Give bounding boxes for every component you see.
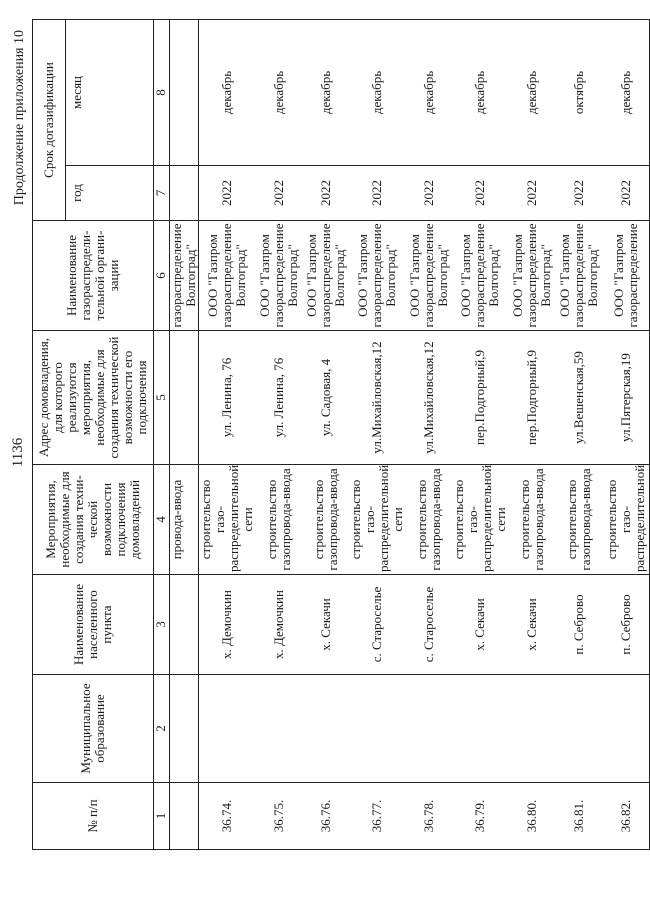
row-org: ООО "Газпром газораспределение Волгоград"	[555, 221, 602, 331]
row-number: 36.75.	[255, 783, 302, 850]
row-org: ООО "Газпром газораспределение Волгоград"	[508, 221, 555, 331]
row-number: 36.77.	[349, 783, 405, 850]
row-month: декабрь	[255, 20, 302, 166]
row-municipality	[602, 675, 649, 783]
table-row	[255, 20, 302, 850]
header-org: Наименование газораспределительной организации	[33, 221, 154, 331]
row-org: ООО "Газпром газораспределение Волгоград"	[199, 221, 256, 331]
row-address: ул.Михайловская,12	[405, 331, 452, 465]
row-year: 2022	[602, 166, 649, 221]
column-number: 8	[154, 20, 170, 166]
row-locality: х. Демочкин	[199, 575, 256, 675]
row-number: 36.76.	[302, 783, 349, 850]
row-municipality	[255, 675, 302, 783]
row-org: ООО "Газпром газораспределение	[602, 221, 649, 331]
row-year: 2022	[199, 166, 256, 221]
row-address: ул.Пятерская,19	[602, 331, 649, 465]
row-locality: п. Себрово	[602, 575, 649, 675]
row-month: декабрь	[602, 20, 649, 166]
row-locality: х. Секачи	[452, 575, 508, 675]
row-locality: с. Староселье	[349, 575, 405, 675]
row-number: 36.80.	[508, 783, 555, 850]
row-municipality	[349, 675, 405, 783]
row-measure: строительство газопровода-ввода	[405, 465, 452, 575]
row-municipality	[555, 675, 602, 783]
row-measure: строительство газопровода-ввода	[508, 465, 555, 575]
row-month: декабрь	[302, 20, 349, 166]
header-month: месяц	[66, 20, 154, 166]
row-month: декабрь	[405, 20, 452, 166]
row-address: ул. Садовая, 4	[302, 331, 349, 465]
table-row	[199, 20, 256, 850]
row-measure: строительство газораспределительной сети	[452, 465, 508, 575]
header-address: Адрес домовладения, для которого реализуются мероприятия, необходимые для создания технической возможности его подключения	[33, 331, 154, 465]
appendix-label: Продолжение приложения 10	[12, 30, 27, 206]
header-locality: Наименование населенного пункта	[33, 575, 154, 675]
column-number: 3	[154, 575, 170, 675]
header-measures: Мероприятия, необходимые для создания технической возможности подключения домовладений	[33, 465, 154, 575]
row-address: пер.Подгорный,9	[452, 331, 508, 465]
row-org: ООО "Газпром газораспределение Волгоград"	[405, 221, 452, 331]
row-municipality	[508, 675, 555, 783]
column-number: 6	[154, 221, 170, 331]
row-month: декабрь	[349, 20, 405, 166]
row-address: ул.Михайловская,12	[349, 331, 405, 465]
row-locality: п. Себрово	[555, 575, 602, 675]
table-row	[349, 20, 405, 850]
row-measure: строительство газопровода-ввода	[255, 465, 302, 575]
row-org: ООО "Газпром газораспределение Волгоград"	[349, 221, 405, 331]
table-row	[405, 20, 452, 850]
row-measure: строительство газораспределительной сети	[349, 465, 405, 575]
row-address: ул.Вешенская,59	[555, 331, 602, 465]
column-number: 7	[154, 166, 170, 221]
page-number: 1136	[10, 437, 26, 468]
row-year: 2022	[555, 166, 602, 221]
column-number: 2	[154, 675, 170, 783]
row-measure: строительство газораспределительной сети	[199, 465, 256, 575]
row-measure: строительство газораспределительной	[602, 465, 649, 575]
row-locality: х. Демочкин	[255, 575, 302, 675]
row-month: декабрь	[199, 20, 256, 166]
row-address: ул. Ленина, 76	[199, 331, 256, 465]
row-number: 36.82.	[602, 783, 649, 850]
row-month: октябрь	[555, 20, 602, 166]
column-number: 4	[154, 465, 170, 575]
row-measure: строительство газопровода-ввода	[302, 465, 349, 575]
column-number: 1	[154, 783, 170, 850]
row-month: декабрь	[452, 20, 508, 166]
column-number: 5	[154, 331, 170, 465]
table-row	[602, 20, 649, 850]
header-municipality: Муниципальное образование	[33, 675, 154, 783]
row-number: 36.81.	[555, 783, 602, 850]
row-org: ООО "Газпром газораспределение Волгоград"	[452, 221, 508, 331]
header-year: год	[66, 166, 154, 221]
row-year: 2022	[452, 166, 508, 221]
continuation-row	[170, 20, 199, 850]
row-municipality	[452, 675, 508, 783]
table-row	[508, 20, 555, 850]
data-table	[32, 19, 650, 850]
row-org: ООО "Газпром газораспределение Волгоград"	[255, 221, 302, 331]
row-locality: х. Секачи	[302, 575, 349, 675]
row-measure: строительство газопровода-ввода	[555, 465, 602, 575]
header-num: № п/п	[33, 783, 154, 850]
row-org: ООО "Газпром газораспределение Волгоград"	[302, 221, 349, 331]
row-municipality	[302, 675, 349, 783]
row-locality: с. Староселье	[405, 575, 452, 675]
row-municipality	[199, 675, 256, 783]
row-month: декабрь	[508, 20, 555, 166]
row-year: 2022	[255, 166, 302, 221]
row-year: 2022	[349, 166, 405, 221]
continuation-org: газораспределение Волгоград"	[170, 221, 199, 331]
row-address: ул. Ленина, 76	[255, 331, 302, 465]
table-row	[302, 20, 349, 850]
row-municipality	[405, 675, 452, 783]
row-number: 36.78.	[405, 783, 452, 850]
table-row	[555, 20, 602, 850]
header-deadline: Срок догазификации	[33, 20, 66, 221]
row-number: 36.79.	[452, 783, 508, 850]
row-address: пер.Подгорный,9	[508, 331, 555, 465]
row-year: 2022	[508, 166, 555, 221]
row-number: 36.74.	[199, 783, 256, 850]
row-year: 2022	[302, 166, 349, 221]
row-year: 2022	[405, 166, 452, 221]
row-locality: х. Секачи	[508, 575, 555, 675]
table-row	[452, 20, 508, 850]
continuation-measure: провода-ввода	[170, 465, 199, 575]
